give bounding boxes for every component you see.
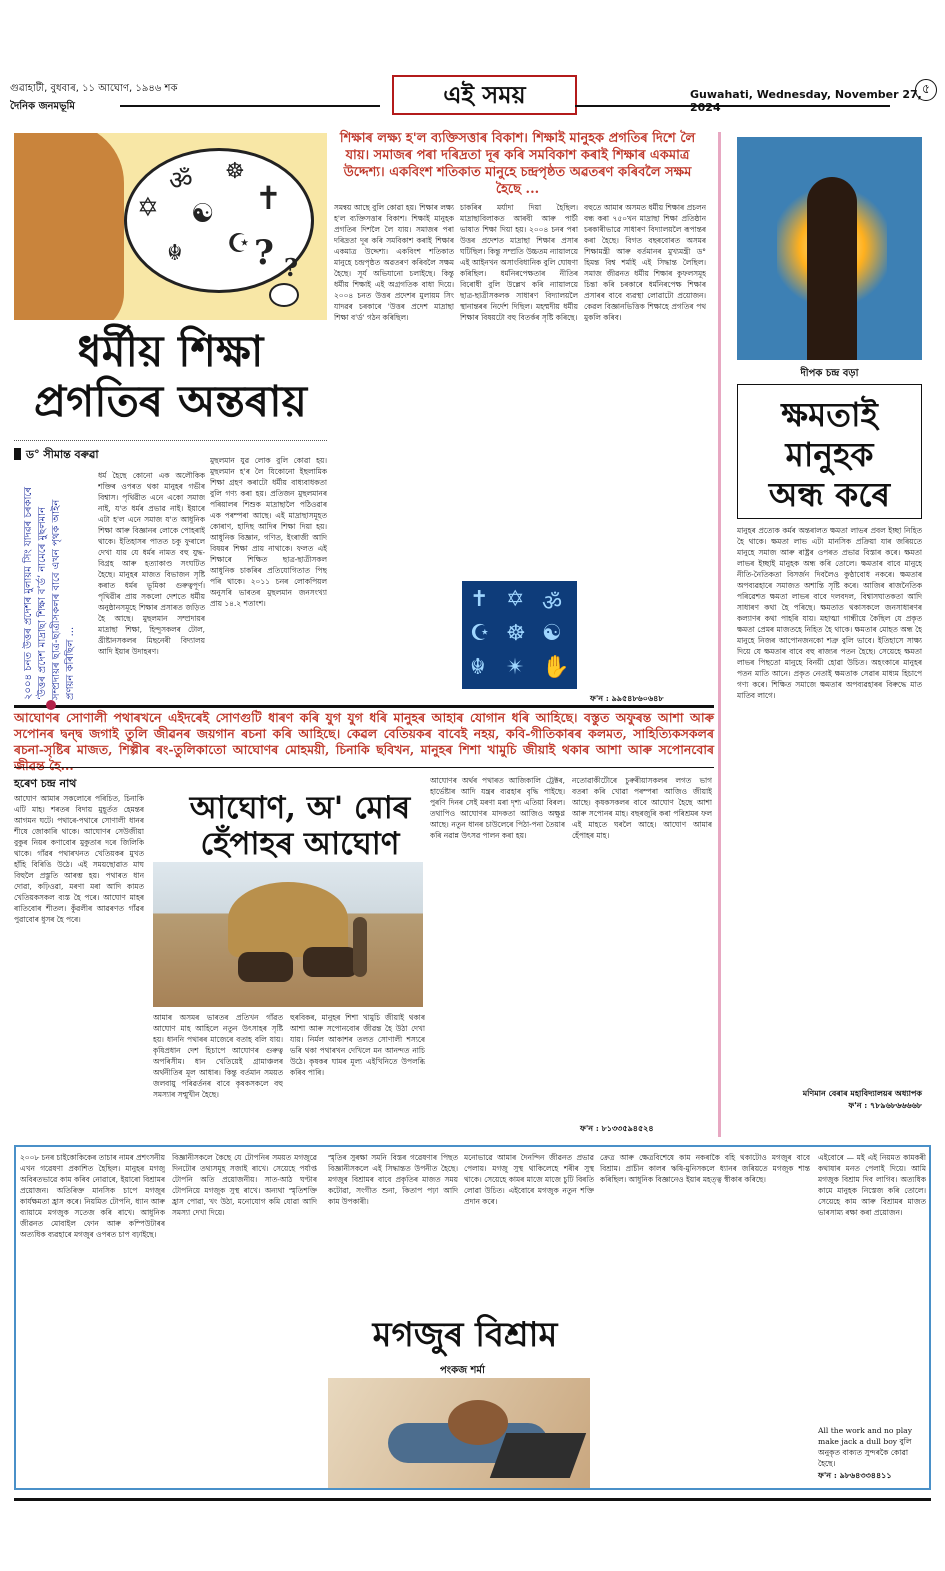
article3-column-1: ২০০৮ চনৰ চাইকোকিকেৰ তাচাৰ নামৰ প্ৰশংসনীয় এখন গৱেষণা প্ৰকাশিত হৈছিল। মানুহৰ মগজু অবিৰতভাৱে কাম কৰিব নোৱাৰে, ইয়াৰো বিশ্ৰামৰ প্ৰয়োজন। অতিৰিক্ত মানসিক চাপে মগজুৰ কাৰ্যক্ষমতা হ্ৰাস কৰে। নিয়মিত টোপনি, ধ্যান আৰু ব্যায়ামে মগজুক সতেজ কৰি ৰাখে। আধুনিক জীৱনত মোবাইল ফোন আৰু কম্পিউটাৰৰ অত্যধিক ব্যৱহাৰে মগজুৰ ওপৰত চাপ বঢ়াইছে।	[20, 1153, 165, 1239]
cross-icon: ✝	[470, 587, 489, 612]
star-of-david-icon: ✡	[137, 193, 159, 223]
face-silhouette	[14, 133, 124, 320]
article2-column-2: আমাৰ অসমৰ ভাৰতৰ প্ৰতিখন গাঁৱত আঘোণ মাহ আহিলে নতুন উৎসাহৰ সৃষ্টি হয়। ধাননি পথাৰৰ মাজেৰে বতাহ বলি যায়। কৃষিপ্ৰধান দেশ হিচাপে আঘোণৰ গুৰুত্ব অপৰিসীম। ধান খেতিয়েই গ্ৰামাঞ্চলৰ অৰ্থনীতিৰ মূল আধাৰ। কিন্তু বৰ্তমান সময়ত জলবায়ু পৰিৱৰ্তনৰ বাবে কৃষকসকলে বহু সমস্যাৰ সন্মুখীন হৈছে।	[153, 1013, 283, 1099]
article3-english-quote: All the work and no play make jack a dull boy বুলি অনুকৃত বাক্যত সুন্দৰকৈ কোৱা হৈছে।	[818, 1426, 912, 1468]
right-article-body: মানুহৰ প্ৰত্যেক কৰ্মৰ অন্তৰালত ক্ষমতা লাভৰ প্ৰবল ইচ্ছা নিহিত হৈ থাকে। ক্ষমতা লাভ এটা মানসিক প্ৰক্ৰিয়া যাৰ জৰিয়তে মানুহে সমাজ আৰু ৰাষ্ট্ৰৰ ওপৰত প্ৰভাৱ বিস্তাৰ কৰে। ক্ষমতা লাভৰ ইচ্ছাই মানুহক অন্ধ কৰি তোলে। ক্ষমতাৰ বাবে মানুহে নীতি-নৈতিকতা বিসৰ্জন দিবলৈও কুণ্ঠাবোধ নকৰে। ক্ষমতাৰ অপব্যৱহাৰে সমাজত অশান্তি সৃষ্টি কৰে। আজিৰ ৰাজনৈতিক পৰিৱেশত ক্ষমতা লাভৰ বাবে দলবদল, বিশ্বাসঘাতকতা আদি সাধাৰণ কথা হৈ পৰিছে। ক্ষমতাত থকাসকলে জনসাধাৰণৰ কল্যাণৰ কথা পাহৰি যায়। মহাত্মা গান্ধীয়ে কৈছিল যে প্ৰকৃত ক্ষমতা প্ৰেমৰ মাজতহে নিহিত হৈ থাকে। ক্ষমতাৰ মোহত অন্ধ হৈ মানুহে নিজৰ আপোনজনকো শত্ৰু বুলি ভাবে। ইতিহাসে সাক্ষ্য দিয়ে যে ক্ষমতাৰ বাবে বহু ৰাজ্যৰ পতন হৈছে। সেয়েহে ক্ষমতা লাভৰ পিছতো মানুহে বিনয়ী হোৱা উচিত। অহংকাৰে মানুহৰ পতন মাতি আনে। প্ৰকৃত নেতাই ক্ষমতাক সেৱাৰ মাধ্যম হিচাপে গণ্য কৰে। শিক্ষিত সমাজে ক্ষমতাৰ অপব্যৱহাৰৰ বিৰুদ্ধে মাত মাতিব লাগে।	[737, 526, 922, 700]
article3-column-3: স্মৃতিৰ সুৰক্ষা সমনি বিস্তৰ গৱেষণাৰ পিছত বিজ্ঞানীসকলে এই সিদ্ধান্তত উপনীত হৈছে। মগজুৰ বিশ্ৰামৰ বাবে প্ৰকৃতিৰ মাজত সময় কটোৱা, সংগীত শুনা, কিতাপ পঢ়া আদি কাম উপকাৰী।	[328, 1153, 458, 1206]
article2-phone: ফ'ন : ৮১৩৩৫৯৪৫২৪	[580, 1123, 654, 1133]
article3-byline: পংকজ শৰ্মা	[440, 1365, 485, 1376]
article3-column-6: এইবোৰে — মই এই নিয়মত কামকৰী কথাষাৰ মনত পেলাই দিয়ে। আমি মগজুক বিশ্ৰাম দিব লাগিব। অত্যধিক কামে মানুহক নিস্তেজ কৰি তোলে। সেয়েহে কাম আৰু বিশ্ৰামৰ মাজত ভাৰসাম্য ৰক্ষা কৰা প্ৰয়োজন।	[818, 1153, 926, 1217]
paper-name: দৈনিক জনমভূমি	[10, 101, 75, 112]
laptop-shape	[490, 1433, 586, 1478]
khanda-icon: ☬	[167, 241, 183, 266]
article1-headline	[14, 327, 327, 427]
decorative-dot	[46, 700, 56, 710]
question-mark-icon: ?	[284, 253, 299, 282]
om-icon: ॐ	[169, 166, 193, 196]
article1-column-5: বহুতে আমাৰ অসমত ধৰ্মীয় শিক্ষাৰ প্ৰচলন বন্ধ কৰা ৭৫০খন মাদ্ৰাছা শিক্ষা প্ৰতিষ্ঠান চৰকাৰীভাৱে সাধাৰণ বিদ্যালয়লৈ ৰূপান্তৰ কৰা হৈছে। বিগত বছৰবোৰত অসমৰ শিক্ষামন্ত্ৰী আৰু বৰ্তমানৰ মুখ্যমন্ত্ৰী ড° হিমন্ত বিশ্ব শৰ্মাই এই সিদ্ধান্ত লৈছিল। সমাজ জীৱনত ধৰ্মীয় শিক্ষাৰ কুফলসমূহ চিন্তা কৰি চৰকাৰে ধৰ্মনিৰপেক্ষ শিক্ষাৰ প্ৰসাৰৰ বাবে ব্যৱস্থা লোৱাটো প্ৰয়োজন। কেৱল বিজ্ঞানভিত্তিক শিক্ষাহে প্ৰগতিৰ পথ মুকলি কৰিব।	[584, 203, 706, 322]
article2-top-rule	[14, 705, 714, 708]
article2-pull-quote: আঘোণৰ সোণালী পথাৰখনে এইদৰেই সোণগুটি ধাৰণ কৰি যুগ যুগ ধৰি মানুহৰ আহাৰ যোগান ধৰি আহিছে। বস্তুত অফুৰন্ত আশা আৰু সপোনৰ দ্বন্দ্ব জগাই তুলি জীৱনৰ জয়গান ৰচনা কৰি আহিছে। কেৱল বেতিয়কৰ বাবেই নহয়, কবি-গীতিকাৰৰ কলমত, সাহিত্যিকসকলৰ ৰচনা-সৃষ্টিৰ মাজত, শিল্পীৰ ৰং-তুলিকাতো আঘোণৰ মোহময়ী, চিনাকি ছবিখন, মানুহৰ শিশা খামুচি জীয়াই থকাৰ আশা আৰু সপোনবোৰ জীৱন্ত হৈ...	[14, 710, 714, 773]
harvest-field-image	[153, 862, 423, 1007]
yin-yang-icon: ☯	[191, 199, 215, 229]
crescent-icon: ☪	[227, 229, 251, 259]
masthead-rule-left	[120, 105, 380, 107]
article1-side-callout: ২০০৪ চনত উত্তৰ প্ৰদেশৰ মুলায়ম সিং যাদৱৰ চৰকাৰে ‘উত্তৰ প্ৰদেশ মাদ্ৰাছা শিক্ষা ব’ৰ্ড’ নামেৰে মুছলমান সম্প্ৰদায়ৰ ছাত্ৰ-ছাত্ৰীসকলৰ বাবে এখন পৃথক আইন প্ৰণয়ন কৰিছিল ...	[23, 486, 76, 700]
article3-phone: ফ'ন : ৯৮৬৪৩৩৪৪১১	[818, 1470, 892, 1480]
page-number: ৫	[915, 79, 937, 101]
star-of-david-icon: ✡	[506, 587, 525, 612]
buddha-icon: ☸	[225, 159, 245, 184]
page-bottom-rule	[14, 1498, 931, 1501]
article3-column-5: ক্ৰেত্ৰ আৰু ক্ষেত্ৰবিশেষে কাম নকৰাকৈ বহি থকাটোও মগজুৰ বাবে বিশ্ৰাম। প্ৰাচীন কালৰ ঋষি-মুনিসকলে ধ্যানৰ জৰিয়তে মগজুক শান্ত কৰিছিল। আধুনিক বিজ্ঞানেও ইয়াৰ মহত্ত্ব স্বীকাৰ কৰিছে।	[600, 1153, 810, 1184]
religion-symbols-image	[462, 581, 577, 689]
star-icon: ✴	[506, 655, 525, 680]
right-article-headline	[737, 384, 922, 519]
masthead-date-local: গুৱাহাটী, বুধবাৰ, ১১ আঘোণ, ১৯৪৬ শক	[10, 83, 178, 94]
om-icon: ॐ	[542, 591, 563, 616]
article1-column-4: চাকৰিৰ মৰ্যাদা দিয়া হৈছিল। মাদ্ৰাছাবিলাকত আৰবী আৰু পাৰ্চী ভাষাত শিক্ষা দিয়া হয়। ২০০৪ চনৰ পৰা উত্তৰ প্ৰদেশত মাদ্ৰাছা শিক্ষাৰ প্ৰসাৰ ঘটিছিল। কিন্তু সম্প্ৰতি উচ্চতম ন্যায়ালয়ে এই আইনখন অসাংবিধানিক বুলি ঘোষণা কৰিছিল। ধৰ্মনিৰপেক্ষতাৰ নীতিৰ বিৰোধী বুলি উল্লেখ কৰি ন্যায়ালয়ে ছাত্ৰ-ছাত্ৰীসকলক সাধাৰণ বিদ্যালয়লৈ স্থানান্তৰৰ নিৰ্দেশ দিছিল। মহম্মদীয় ধৰ্মীয় শিক্ষাৰ বিষয়টো বহু বিতৰ্কৰ সৃষ্টি কৰিছে।	[460, 203, 578, 322]
article2-column-3: হুৰবিকৰ, মানুহৰ শিশা খামুচি জীয়াই থকাৰ আশা আৰু সপোনবোৰ জীৱন্ত হৈ উঠা দেখা যায়। নিৰ্মল আকাশৰ তলত সোণালী শস্যৰে ভৰি থকা পথাৰখন দেখিলে মন আনন্দত নাচি উঠে। কৃষকৰ ঘামৰ মূল্য এইখিনিতে উপলব্ধি কৰিব পাৰি।	[290, 1013, 425, 1077]
article1-byline: ড° সীমান্ত বৰুৱা	[14, 446, 99, 465]
article1-headline-line1: ধৰ্মীয় শিক্ষা	[77, 327, 264, 377]
article2-headline-line2: হেঁপাহৰ আঘোণ	[200, 826, 400, 862]
section-title: এই সময়	[392, 75, 577, 115]
article1-pull-quote: শিক্ষাৰ লক্ষ্য হ'ল ব্যক্তিসত্তাৰ বিকাশ। শিক্ষাই মানুহক প্ৰগতিৰ দিশে লৈ যায়। সমাজৰ পৰা দৰিদ্ৰতা দূৰ কৰি সমবিকাশ কৰাই শিক্ষাৰ একমাত্ৰ উদ্দেশ্য। একবিংশ শতিকাত মানুহে চন্দ্ৰপৃষ্ঠত অৱতৰণ কৰিবলৈ সক্ষম হৈছে ...	[339, 131, 696, 197]
ox-left	[238, 952, 293, 982]
article3-headline: মগজুৰ বিশ্ৰাম	[372, 1315, 558, 1355]
sleeping-man-image	[328, 1378, 590, 1488]
article2-column-4: আঘোণৰ অৰ্থৰ পথাৰত আজিকালি ট্ৰেক্টৰ, হাৰ্ভেষ্টাৰ আদি যন্ত্ৰৰ ব্যৱহাৰ বৃদ্ধি পাইছে। পুৰণি দিনৰ সেই মৰণা মৰা দৃশ্য এতিয়া বিৰল। তথাপিও আঘোণৰ মাদকতা আজিও অক্ষুণ্ণ আছে। নতুন ধানৰ চাউলেৰে পিঠা-পনা তৈয়াৰ কৰি নৱান্ন উৎসৱ পালন কৰা হয়।	[430, 776, 565, 840]
article2-headline-line1: আঘোণ, অ' মোৰ	[189, 790, 411, 826]
right-article-signature: মণিমান বেৰাৰ মহাবিদ্যালয়ৰ অধ্যাপক	[802, 1088, 922, 1098]
article2-quote-rule	[14, 767, 714, 768]
masthead-date-english: Guwahati, Wednesday, November 27, 2024	[690, 88, 922, 114]
right-article-byline: দীপক চন্দ্ৰ বড়া	[800, 368, 859, 379]
masthead-paper-name	[10, 99, 75, 116]
right-headline-line1: ক্ষমতাই	[781, 395, 878, 434]
religion-thought-illustration	[14, 133, 327, 320]
article2-byline: হৰেণ চন্দ্ৰ নাথ	[14, 777, 77, 790]
article2-headline	[150, 790, 450, 862]
article1-byline-rule	[14, 440, 327, 441]
hand-silhouette	[807, 177, 857, 360]
right-article-phone: ফ'ন : ৭৮৯৬৮৬৬৬৬৮	[848, 1100, 922, 1110]
article2-column-1: আঘোণ আমাৰ সকলোৰে পৰিচিত, চিনাকি এটি মাহ। শৰতৰ বিদায় মুহূৰ্তত হেমন্তৰ আগমন ঘটে। পথাৰে-পথাৰে সোণালী ধানৰ শীষে জোকাৰি থাকে। আঘোণৰ সেউজীয়া বুকুৰ নিয়ৰ কণাবোৰ মুকুতাৰ দৰে জিলিকি থাকে। গাঁৱৰ পথাৰখনত খেতিয়কৰ মুখত হাঁহি বিৰিঙি উঠে। এই সময়ছোৱাত মাঘ বিহুলৈ প্ৰস্তুতি আৰম্ভ হয়। পথাৰত ধান দোৱা, কঢ়িওৱা, মৰণা মৰা আদি কামত খেতিয়কসকল ব্যস্ত হৈ পৰে। আঘোণ মাহৰ ৰাতিবোৰ শীতল। কুঁৱলীৰ আৱৰণত গাঁৱৰ পুৱাবোৰ ধুসৰ হৈ পৰে।	[14, 794, 144, 924]
yin-yang-icon: ☯	[542, 621, 562, 646]
article1-column-3: সমন্বয় আছে বুলি কোৱা হয়। শিক্ষাৰ লক্ষ্য হ'ল ব্যক্তিসত্তাৰ বিকাশ। শিক্ষাই মানুহক প্ৰগতিৰ দিশলৈ লৈ যায়। সমাজৰ পৰা দৰিদ্ৰতা দূৰ কৰি সমবিকাশ কৰাই শিক্ষাৰ একমাত্ৰ উদ্দেশ্য। একবিংশ শতিকাত মানুহে চন্দ্ৰপৃষ্ঠত অৱতৰণ কৰিবলৈ সক্ষম হৈছে। সূৰ্য অভিযানো চলাইছে। কিন্তু ধৰ্মীয় শিক্ষাই এই অগ্ৰগতিক বাধা দিয়ে। ২০০৪ চনত উত্তৰ প্ৰদেশৰ মুলায়ম সিং যাদৱৰ চৰকাৰে 'উত্তৰ প্ৰদেশ মাদ্ৰাছা শিক্ষা ব'ৰ্ড' গঠন কৰিছিল।	[334, 203, 454, 322]
head-shape	[448, 1400, 508, 1445]
article2-column-5: নতোৱাকীৰ্টোৰে চুৰুৰীয়াসকলৰ লগত ভাগ বতৰা কৰি খোৱা পৰম্পৰা আজিও জীয়াই আছে। কৃষকসকলৰ বাবে আঘোণ হৈছে আশা আৰু সপোনৰ মাহ। বছৰজুৰি কৰা পৰিশ্ৰমৰ ফল এই মাহতে ঘৰলৈ আহে। আঘোণ আমাৰ হেঁপাহৰ মাহ।	[572, 776, 712, 840]
right-headline-line2: মানুহক	[785, 435, 874, 474]
crescent-icon: ☪	[470, 621, 490, 646]
article3-column-4: মনোভাৱে আমাৰ দৈনন্দিন জীৱনত প্ৰভাৱ পেলায়। মগজু সুস্থ থাকিলেহে শৰীৰ সুস্থ থাকে। সেয়েহে কামৰ মাজে মাজে চুটি বিৰতি লোৱা উচিত। এইবোৰে মগজুক নতুন শক্তি প্ৰদান কৰে।	[464, 1153, 594, 1206]
thought-bubble-small	[269, 283, 299, 307]
article1-headline-line2: প্ৰগতিৰ অন্তৰায়	[34, 377, 307, 427]
hand-icon: ✋	[542, 655, 570, 680]
hay-cart	[228, 882, 348, 957]
ox-right	[303, 947, 358, 977]
article1-phone: ফ'ন : ৯৯৫৪৮৬০৬৪৮	[590, 693, 664, 703]
article3-column-2: বিজ্ঞানীসকলে কৈছে যে টোপনিৰ সময়ত মগজুৱে দিনটোৰ তথ্যসমূহ সজাই ৰাখে। সেয়েহে পৰ্যাপ্ত টোপনি অতি প্ৰয়োজনীয়। সাত-আঠ ঘণ্টাৰ টোপনিয়ে মগজুক সুস্থ ৰাখে। অন্যথা স্মৃতিশক্তি হ্ৰাস পোৱা, খং উঠা, মনোযোগ কমি যোৱা আদি সমস্যা দেখা দিয়ে।	[172, 1153, 317, 1217]
khanda-icon: ☬	[470, 655, 486, 680]
question-mark-icon: ?	[254, 233, 274, 273]
article1-column-2: মুছলমান যুৱ লোক বুলি কোৱা হয়। মুছলমান হ'ৰ লৈ যিকোনো ইছলামিক শিক্ষা গ্ৰহণ কৰাটো ধৰ্মীয় বাধ্যবাধকতা বুলি গণ্য কৰা হয়। প্ৰতিজন মুছলমানৰ পৰিয়ালৰ শিশুক মাদ্ৰাছালৈ পঠিওৱাৰ এক পৰম্পৰা আছে। এই মাদ্ৰাছাসমূহত কোৰাণ, হাদিছ আদিৰ শিক্ষা দিয়া হয়। আধুনিক বিজ্ঞান, গণিত, ইংৰাজী আদি বিষয়ৰ শিক্ষা প্ৰায় নাথাকে। ফলত এই শিক্ষাৰে শিক্ষিত ছাত্ৰ-ছাত্ৰীসকল আধুনিক চাকৰিৰ প্ৰতিযোগিতাত পিছ পৰি থাকে। ২০১১ চনৰ লোকপিয়ল অনুসৰি ভাৰতৰ মুছলমান জনসংখ্যা প্ৰায় ১৪.২ শতাংশ।	[210, 456, 327, 608]
dharma-wheel-icon: ☸	[506, 621, 526, 646]
article1-column-1: ধৰ্ম হৈছে কোনো এক অলৌকিক শক্তিৰ ওপৰত থকা মানুহৰ গভীৰ বিশ্বাস। পৃথিৱীত এনে একো সমাজ নাই, য'ত ধৰ্মৰ প্ৰভাৱ নাই। ইয়াৰে এটা হ'ল এনে সমাজ য'ত আধুনিক শিক্ষা আৰু বিজ্ঞানৰ লোকে পোহৰাই থাকে। ইতিহাসৰ পাতত চকু ফুৰালে দেখা যায় যে ধৰ্মৰ নামত বহু যুদ্ধ-বিগ্ৰহ আৰু হত্যাকাণ্ড সংঘটিত হৈছে। মানুহৰ মাজত বিভাজন সৃষ্টি কৰাত ধৰ্মৰ ভূমিকা গুৰুত্বপূৰ্ণ। পৃথিৱীৰ প্ৰায় সকলো দেশতে ধৰ্মীয় অনুষ্ঠানসমূহে শিক্ষাৰ প্ৰসাৰত জড়িত হৈ আছে। মুছলমান সম্প্ৰদায়ৰ মাদ্ৰাছা শিক্ষা, হিন্দুসকলৰ টোল, খ্ৰীষ্টানসকলৰ মিছনেৰী বিদ্যালয় আদি ইয়াৰ উদাহৰণ।	[98, 471, 205, 656]
masthead	[10, 75, 935, 123]
farmer	[353, 917, 367, 977]
cross-icon: ✝	[255, 179, 282, 217]
right-column-divider	[718, 132, 721, 1137]
glowing-hand-image	[737, 137, 922, 360]
right-headline-line3: অন্ধ কৰে	[768, 475, 891, 514]
